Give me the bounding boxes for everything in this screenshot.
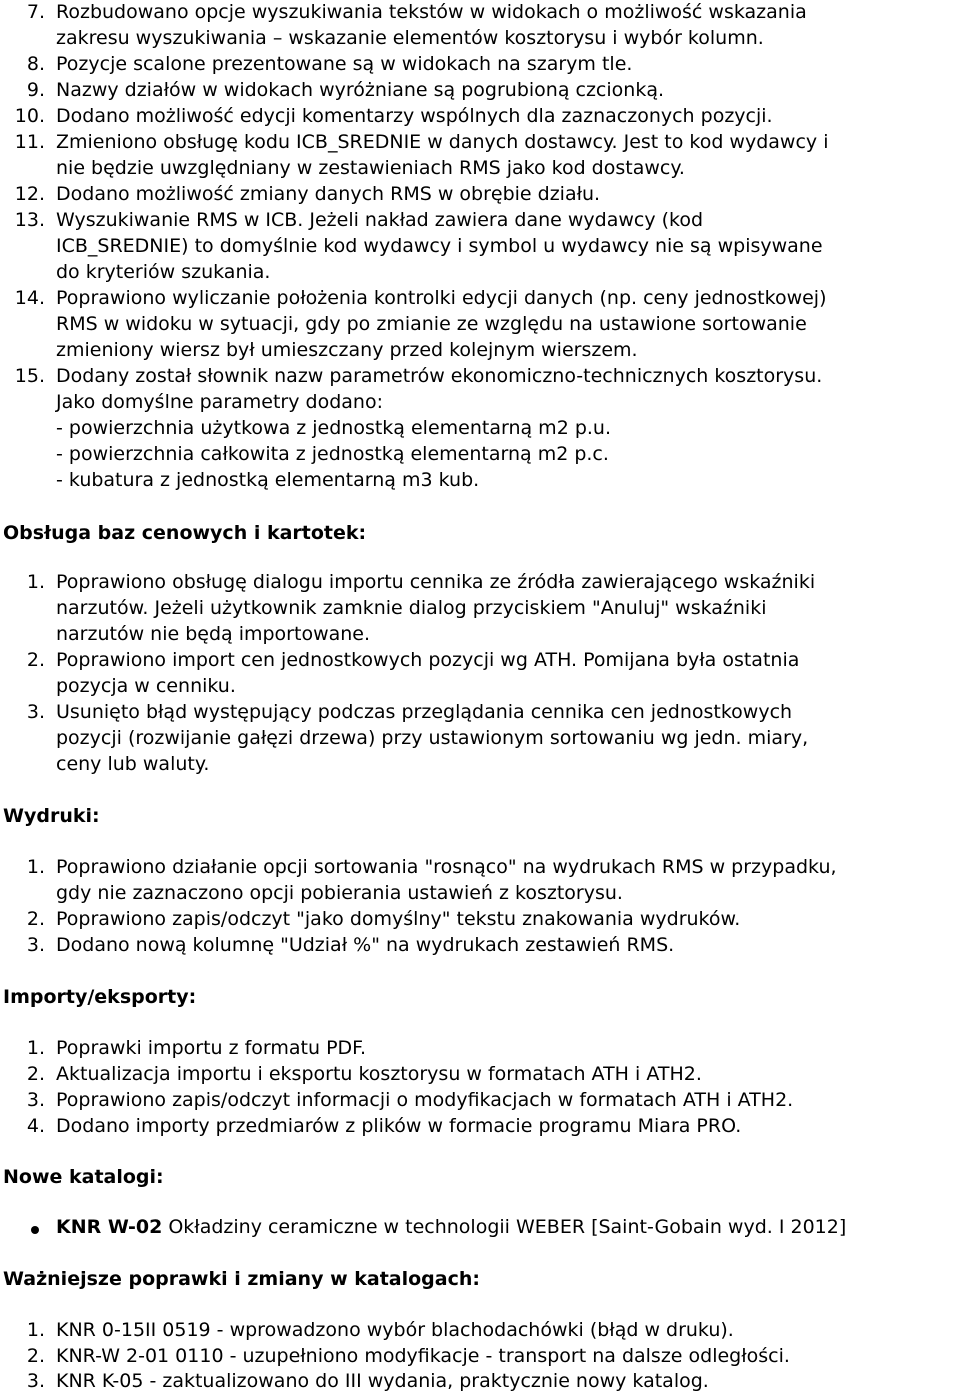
list-text: ceny lub waluty.	[56, 753, 210, 775]
catalog-entry	[56, 1216, 846, 1238]
list-number: 7.	[26, 1, 45, 23]
list-text: Pozycje scalone prezentowane są w widokach na szarym tle.	[56, 53, 633, 75]
list-number: 3.	[26, 701, 45, 723]
section-heading-poprawki: Ważniejsze poprawki i zmiany w katalogach:	[3, 1268, 480, 1290]
list-text: - kubatura z jednostką elementarną m3 kub.	[56, 469, 480, 491]
list-number: 13.	[14, 209, 45, 231]
catalog-description: Okładziny ceramiczne w technologii WEBER [Saint-Gobain wyd. I 2012]	[162, 1216, 847, 1238]
list-text: - powierzchnia użytkowa z jednostką elementarną m2 p.u.	[56, 417, 611, 439]
list-number: 1.	[26, 1319, 45, 1341]
list-number: 8.	[26, 53, 45, 75]
list-number: 1.	[26, 1037, 45, 1059]
list-number: 10.	[14, 105, 45, 127]
list-text: Aktualizacja importu i eksportu kosztorysu w formatach ATH i ATH2.	[56, 1063, 702, 1085]
list-text: Poprawiono obsługę dialogu importu cennika ze źródła zawierającego wskaźniki	[56, 571, 816, 593]
list-text: KNR 0-15II 0519 - wprowadzono wybór blachodachówki (błąd w druku).	[56, 1319, 734, 1341]
list-text: Wyszukiwanie RMS w ICB. Jeżeli nakład zawiera dane wydawcy (kod	[56, 209, 704, 231]
list-text: Zmieniono obsługę kodu ICB_SREDNIE w danych dostawcy. Jest to kod wydawcy i	[56, 131, 829, 153]
bullet-icon	[31, 1226, 39, 1234]
list-text: nie będzie uwzględniany w zestawieniach RMS jako kod dostawcy.	[56, 157, 685, 179]
list-text: KNR K-05 - zaktualizowano do III wydania, praktycznie nowy katalog.	[56, 1370, 709, 1392]
list-text: Nazwy działów w widokach wyróżniane są pogrubioną czcionką.	[56, 79, 665, 101]
list-text: do kryteriów szukania.	[56, 261, 271, 283]
list-text: Poprawiono zapis/odczyt "jako domyślny" tekstu znakowania wydruków.	[56, 908, 741, 930]
list-text: pozycja w cenniku.	[56, 675, 236, 697]
list-number: 11.	[14, 131, 45, 153]
list-number: 2.	[26, 908, 45, 930]
list-text: Dodano importy przedmiarów z plików w formacie programu Miara PRO.	[56, 1115, 742, 1137]
list-text: pozycji (rozwijanie gałęzi drzewa) przy ustawionym sortowaniu wg jedn. miary,	[56, 727, 809, 749]
list-text: ICB_SREDNIE) to domyślnie kod wydawcy i symbol u wydawcy nie są wpisywane	[56, 235, 823, 257]
list-text: Poprawki importu z formatu PDF.	[56, 1037, 367, 1059]
list-text: Poprawiono zapis/odczyt informacji o modyfikacjach w formatach ATH i ATH2.	[56, 1089, 794, 1111]
list-text: RMS w widoku w sytuacji, gdy po zmianie ze względu na ustawione sortowanie	[56, 313, 807, 335]
list-text: Dodano możliwość edycji komentarzy wspólnych dla zaznaczonych pozycji.	[56, 105, 773, 127]
list-number: 3.	[26, 1370, 45, 1392]
list-text: Poprawiono działanie opcji sortowania "rosnąco" na wydrukach RMS w przypadku,	[56, 856, 837, 878]
list-text: Dodano możliwość zmiany danych RMS w obrębie działu.	[56, 183, 601, 205]
list-text: Dodany został słownik nazw parametrów ekonomiczno-technicznych kosztorysu.	[56, 365, 823, 387]
list-number: 2.	[26, 1063, 45, 1085]
section-heading-wydruki: Wydruki:	[3, 805, 100, 827]
list-number: 12.	[14, 183, 45, 205]
list-text: narzutów. Jeżeli użytkownik zamknie dialog przyciskiem "Anuluj" wskaźniki	[56, 597, 767, 619]
list-number: 14.	[14, 287, 45, 309]
list-text: narzutów nie będą importowane.	[56, 623, 371, 645]
list-number: 2.	[26, 649, 45, 671]
list-number: 1.	[26, 856, 45, 878]
list-number: 1.	[26, 571, 45, 593]
list-number: 9.	[26, 79, 45, 101]
list-text: - powierzchnia całkowita z jednostką elementarną m2 p.c.	[56, 443, 609, 465]
list-text: Rozbudowano opcje wyszukiwania tekstów w widokach o możliwość wskazania	[56, 1, 807, 23]
section-heading-katalogi: Nowe katalogi:	[3, 1166, 164, 1188]
list-text: gdy nie zaznaczono opcji pobierania ustawień z kosztorysu.	[56, 882, 623, 904]
list-number: 3.	[26, 934, 45, 956]
list-text: KNR-W 2-01 0110 - uzupełniono modyfikacje - transport na dalsze odległości.	[56, 1345, 790, 1367]
catalog-code: KNR W-02	[56, 1216, 163, 1238]
list-text: Dodano nową kolumnę "Udział %" na wydrukach zestawień RMS.	[56, 934, 675, 956]
list-text: zakresu wyszukiwania – wskazanie elementów kosztorysu i wybór kolumn.	[56, 27, 764, 49]
list-number: 15.	[14, 365, 45, 387]
section-heading-bazy: Obsługa baz cenowych i kartotek:	[3, 522, 367, 544]
list-number: 3.	[26, 1089, 45, 1111]
list-text: Jako domyślne parametry dodano:	[56, 391, 383, 413]
section-heading-importy: Importy/eksporty:	[3, 986, 197, 1008]
list-text: Poprawiono wyliczanie położenia kontrolki edycji danych (np. ceny jednostkowej)	[56, 287, 827, 309]
list-text: Usunięto błąd występujący podczas przeglądania cennika cen jednostkowych	[56, 701, 793, 723]
list-number: 2.	[26, 1345, 45, 1367]
list-text: zmieniony wiersz był umieszczany przed kolejnym wierszem.	[56, 339, 638, 361]
list-text: Poprawiono import cen jednostkowych pozycji wg ATH. Pomijana była ostatnia	[56, 649, 800, 671]
list-number: 4.	[26, 1115, 45, 1137]
